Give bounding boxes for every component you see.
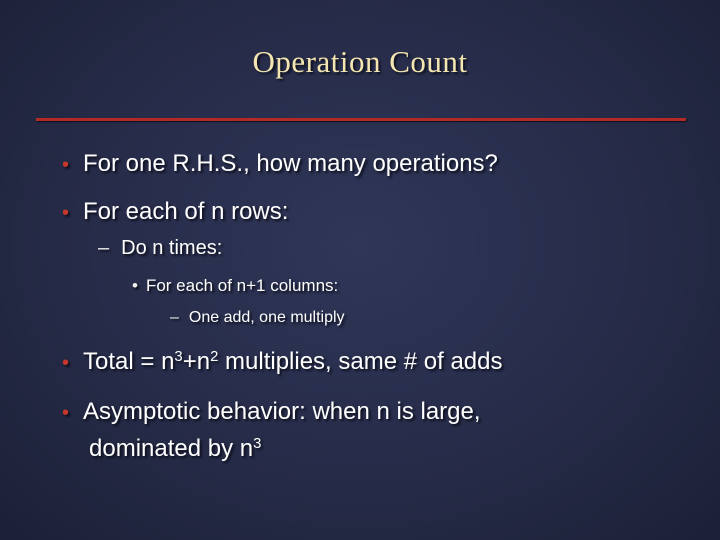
bullet-text: For each of n rows:: [83, 198, 289, 225]
bullet-marker: •: [62, 154, 70, 176]
bullet-marker: •: [62, 352, 70, 374]
exponent-2: 2: [210, 348, 219, 365]
sub-bullet-item: [98, 237, 222, 260]
bullet-text: [83, 348, 502, 375]
bullet-item: [62, 150, 498, 178]
exponent-3: 3: [253, 435, 262, 452]
bullet-text: For each of n+1 columns:: [145, 276, 339, 295]
bullet-item: [62, 348, 503, 376]
level4-bullet-item: [170, 309, 345, 327]
bullet-text: One add, one multiply: [188, 309, 345, 326]
dash-marker: –: [98, 237, 110, 259]
exponent-3: 3: [174, 348, 183, 365]
total-mid: +n: [182, 348, 211, 375]
bullet-item: [62, 398, 481, 426]
bullet-marker: •: [62, 402, 70, 424]
bullet-continuation: [89, 435, 261, 463]
slide-title: Operation Count: [252, 44, 468, 79]
bullet-text: Do n times:: [121, 237, 223, 259]
bullet-marker: •: [132, 276, 138, 295]
bullet-text: Asymptotic behavior: when n is large,: [83, 398, 481, 425]
bullet-text: For one R.H.S., how many operations?: [83, 150, 498, 177]
total-suffix: multiplies, same # of adds: [218, 348, 503, 375]
sub-sub-bullet-item: [132, 276, 338, 296]
dominated-text: dominated by n: [89, 435, 254, 462]
total-prefix: Total = n: [83, 348, 175, 375]
bullet-marker: •: [62, 202, 70, 224]
bullet-item: [62, 198, 288, 226]
dash-marker: –: [170, 309, 179, 326]
title-divider: [36, 118, 686, 121]
